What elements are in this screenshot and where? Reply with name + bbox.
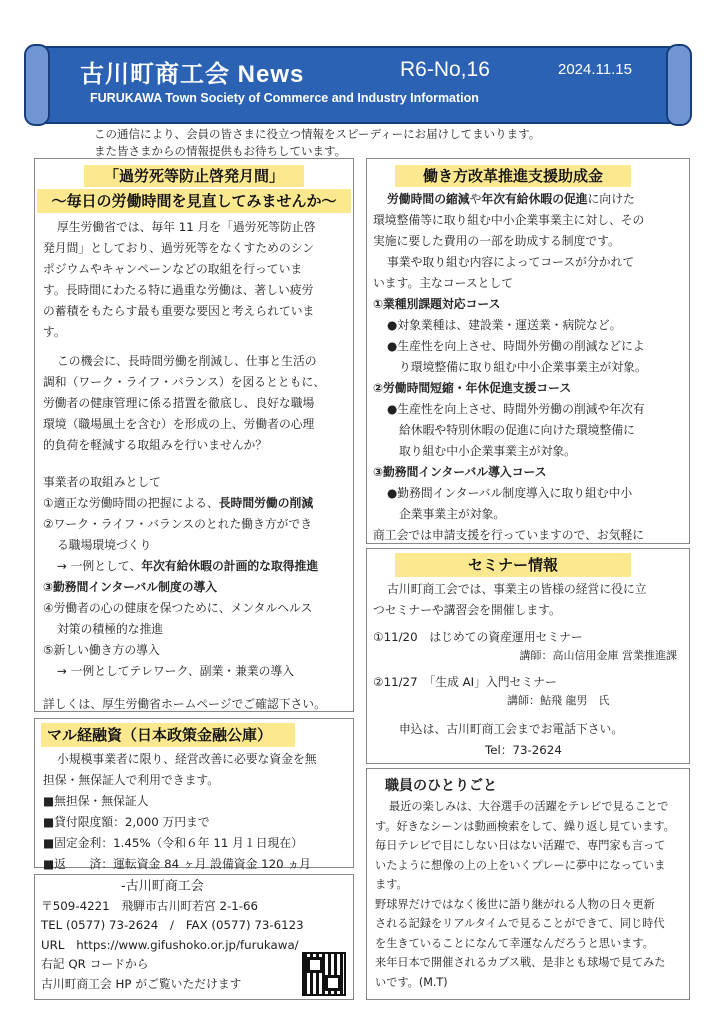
- karoshi-title: 「過労死等防止啓発月間」: [84, 165, 304, 187]
- karoshi-subtitle: ～毎日の労働時間を見直してみませんか～: [37, 189, 351, 213]
- maru-l2: 担保・無保証人で利用できます。: [43, 773, 220, 787]
- karoshi-p2-l1: この機会に、長時間労働を削減し、仕事と生活の: [57, 354, 317, 368]
- karoshi-item-5: ⑤新しい働き方の導入: [43, 643, 160, 657]
- karoshi-item-3: ③勤務間インターバル制度の導入: [43, 580, 218, 594]
- grant-c3-b1-l2: 企業事業主が対象。: [399, 507, 506, 521]
- karoshi-p1-l6: す。: [43, 325, 66, 339]
- staff-line-8: を生きていることになんて幸運なんだろうと思います。: [375, 936, 654, 950]
- karoshi-p1-l5: の蓄積をもたらす最も重要な要因と考えられていま: [43, 304, 315, 318]
- karoshi-p2-l5: 的負荷を軽減する取組みを行いませんか？: [43, 438, 268, 452]
- seminar-l2: つセミナーや講習会を開催します。: [373, 603, 561, 617]
- contact-name: -古川町商工会: [121, 879, 204, 894]
- grant-l3: 実施に要した費用の一部を助成する制度です。: [373, 234, 620, 248]
- staff-section: [366, 768, 690, 1000]
- staff-line-9: 来年日本で開催されるカブス戦、是非とも球場で見てみた: [375, 956, 666, 969]
- staff-line-7: される記録をリアルタイムで見ることができて、同じ時代: [375, 917, 665, 930]
- grant-l5: います。主なコースとして: [373, 276, 514, 290]
- grant-course-1: ①業種別課題対応コース: [373, 297, 501, 311]
- grant-course-2: ②労働時間短縮・年休促進支援コース: [373, 381, 572, 395]
- maru-title: マル経融資（日本政策金融公庫）: [41, 723, 295, 747]
- seminar-item-2-lecturer: 講師：鮎飛 龍男 氏: [507, 694, 610, 707]
- staff-line-6: 野球界だけではなく後世に語り継がれる人物の日々更新: [375, 897, 655, 911]
- contact-address: 〒509-4221 飛騨市古川町若宮 2-1-66: [41, 898, 259, 913]
- newsletter-subtitle: FURUKAWA Town Society of Commerce and Industry Information: [90, 91, 479, 105]
- newsletter-title: 古川町商工会 News: [80, 61, 305, 88]
- seminar-l1: 古川町商工会では、事業主の皆様の経営に役に立: [387, 582, 647, 596]
- seminar-apply: 申込は、古川町商工会までお電話下さい。: [399, 722, 624, 736]
- karoshi-item-2-l2: る職場環境づくり: [57, 538, 152, 552]
- maru-section: [34, 718, 354, 871]
- scroll-curl-right: [666, 44, 692, 126]
- karoshi-item-5-example: → 一例としてテレワーク、副業・兼業の導入: [57, 664, 295, 678]
- staff-line-1: 最近の楽しみは、大谷選手の活躍をテレビで見ることで: [389, 800, 669, 813]
- contact-url[interactable]: URL https://www.gifushoko.or.jp/furukawa/: [41, 937, 299, 952]
- maru-l1: 小規模事業者に限り、経営改善に必要な資金を無: [57, 752, 317, 766]
- karoshi-item-1: ①適正な労働時間の把握による、長時間労働の削減: [43, 496, 314, 510]
- grant-c1-b2-l2: り環境整備に取り組む中小企業事業主が対象。: [399, 360, 647, 374]
- grant-title: 働き方改革推進支援助成金: [395, 165, 631, 187]
- karoshi-item-2-example: → 一例として、年次有給休暇の計画的な取得推進: [57, 559, 319, 573]
- maru-item-1: ■無担保・無保証人: [43, 794, 149, 808]
- issue-date: 2024.11.15: [558, 61, 632, 78]
- seminar-section: [366, 548, 690, 764]
- karoshi-item-4-l1: ④労働者の心の健康を保つために、メンタルヘルス: [43, 601, 313, 615]
- maru-item-3: ■固定金利：1.45%（令和６年 11 月１日現在）: [43, 836, 303, 850]
- karoshi-p1-l1: 厚生労働省では、毎年 11 月を「過労死等防止啓: [57, 220, 316, 234]
- staff-line-5: ます。: [375, 878, 408, 891]
- grant-c3-b1-l1: ●勤務間インターバル制度導入に取り組む中小: [387, 486, 633, 500]
- grant-l2: 環境整備等に取り組む中小企業事業主に対し、その: [373, 213, 645, 227]
- qr-code-icon[interactable]: [302, 952, 346, 996]
- maru-item-4: ■返 済：運転資金 84 ヶ月 設備資金 120 ヵ月: [43, 857, 311, 871]
- grant-c1-b1: ●対象業種は、建設業・運送業・病院など。: [387, 318, 622, 332]
- staff-line-4: いたように想像の上の上をいくプレーに夢中になっていま: [375, 858, 666, 872]
- grant-course-3: ③勤務間インターバル導入コース: [373, 465, 547, 479]
- karoshi-p1-l3: ポジウムやキャンペーンなどの取組を行っていま: [43, 262, 303, 276]
- grant-intro: 労働時間の縮減や年次有給休暇の促進に向けた: [387, 192, 635, 206]
- karoshi-p1-l4: す。長時間にわたる特に過重な労働は、著しい疲労: [43, 283, 314, 297]
- grant-c2-b1-l2: 給休暇や特別休暇の促進に向けた環境整備に: [399, 423, 635, 437]
- staff-line-2: す。好きなシーンは動画検索をして、繰り返し見ています。: [375, 819, 675, 833]
- grant-section: [366, 158, 690, 544]
- karoshi-p2-l3: 労働者の健康管理に係る措置を徹底し、良好な職場: [43, 396, 315, 410]
- contact-qr-text-1: 右記 QR コードから: [41, 957, 149, 971]
- grant-l4: 事業や取り組む内容によってコースが分かれて: [387, 255, 635, 269]
- karoshi-section: [34, 158, 354, 712]
- maru-item-2: ■貸付限度額：2,000 万円まで: [43, 815, 210, 829]
- intro-text: この通信により、会員の皆さまに役立つ情報をスピーディーにお届けしてまいります。 また皆さまからの情報提供もお待ちしています。: [94, 127, 541, 158]
- seminar-item-2: ②11/27 「生成 AI」入門セミナー: [373, 675, 557, 689]
- seminar-tel: Tel：73-2624: [485, 743, 562, 757]
- grant-c2-b1-l1: ●生産性を向上させ、時間外労働の削減や年次有: [387, 402, 645, 416]
- karoshi-p2-l2: 調和（ワーク・ライフ・バランス）を図るとともに、: [43, 375, 326, 389]
- grant-c2-b1-l3: 取り組む中小企業事業主が対象。: [399, 444, 576, 458]
- seminar-title: セミナー情報: [395, 553, 631, 577]
- newsletter-banner: [36, 46, 680, 124]
- staff-line-10: いです。(M.T): [375, 975, 448, 989]
- scroll-curl-left: [24, 44, 50, 126]
- karoshi-item-4-l2: 対策の積極的な推進: [57, 622, 164, 636]
- seminar-item-1: ①11/20 はじめての資産運用セミナー: [373, 630, 583, 644]
- grant-c1-b2-l1: ●生産性を向上させ、時間外労働の削減などによ: [387, 339, 645, 353]
- karoshi-item-2-l1: ②ワーク・ライフ・バランスのとれた働き方ができ: [43, 517, 313, 531]
- karoshi-p1-l2: 発月間」としており、過労死等をなくすためのシン: [43, 241, 315, 255]
- karoshi-p2-l4: 環境（職場風土を含む）を形成の上、労働者の心理: [43, 417, 315, 431]
- seminar-item-1-lecturer: 講師：高山信用金庫 営業推進課: [519, 649, 677, 662]
- issue-number: R6-No,16: [400, 58, 490, 81]
- staff-title: 職員のひとりごと: [385, 778, 497, 794]
- contact-qr-text-2: 古川町商工会 HP がご覧いただけます: [41, 976, 242, 991]
- grant-end-l1: 商工会では申請支援を行っていますので、お気軽に: [373, 528, 645, 542]
- karoshi-list-intro: 事業者の取組みとして: [43, 475, 161, 489]
- staff-line-3: 毎日テレビで目にしない日はない活躍で、専門家も言って: [375, 839, 666, 852]
- contact-tel-fax: TEL (0577) 73-2624 / FAX (0577) 73-6123: [41, 918, 304, 932]
- karoshi-footer: 詳しくは、厚生労働省ホームページでご確認下さい。: [43, 697, 326, 711]
